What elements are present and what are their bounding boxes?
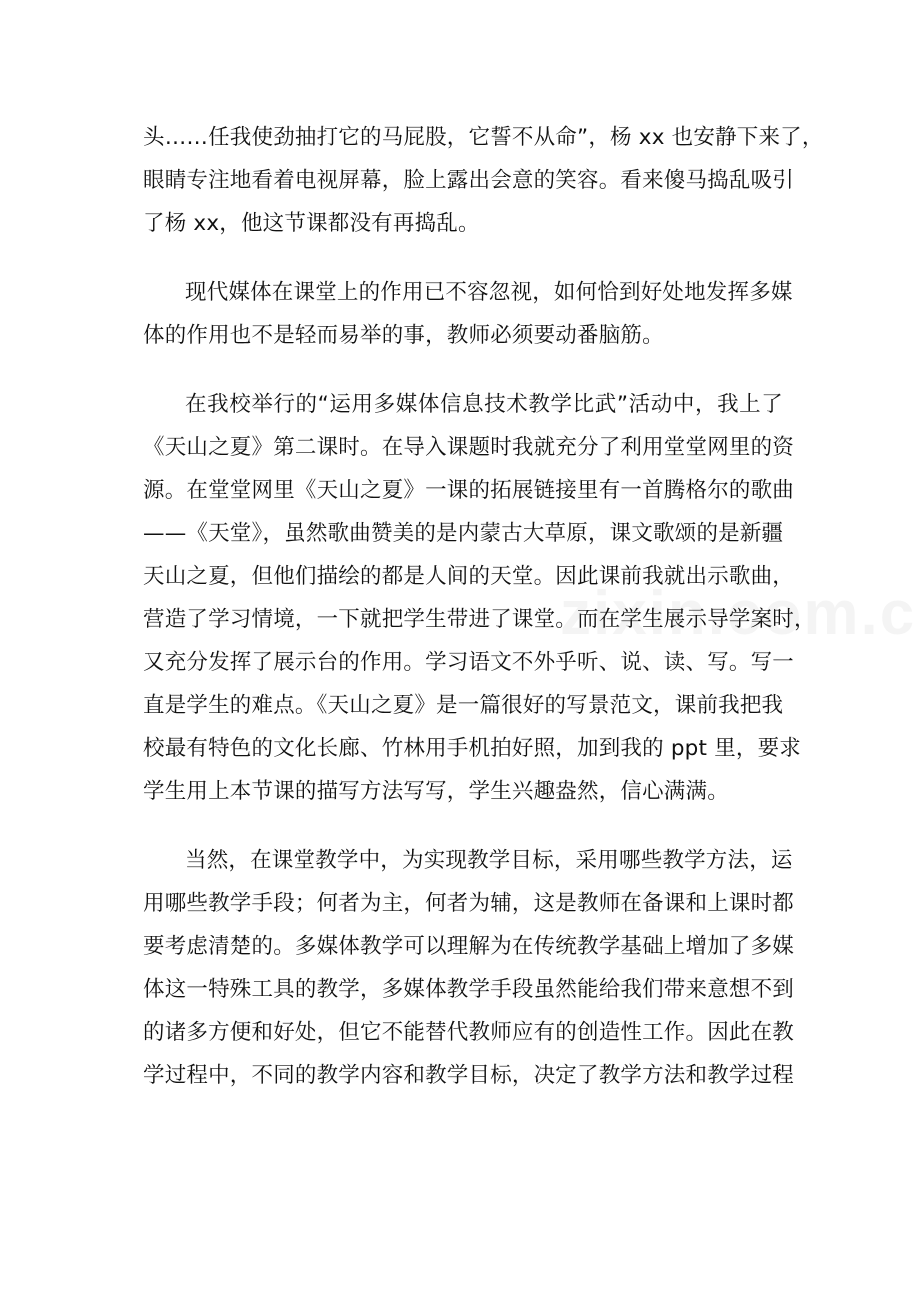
text-line: 校最有特色的文化长廊、竹林用手机拍好照，加到我的 ppt 里，要求 bbox=[143, 736, 801, 761]
text-line: 眼睛专注地看着电视屏幕，脸上露出会意的笑容。看来傻马捣乱吸引 bbox=[143, 168, 795, 193]
text-line: 用哪些教学手段；何者为主，何者为辅，这是教师在备课和上课时都 bbox=[143, 891, 795, 916]
document-body bbox=[143, 116, 824, 1097]
paragraph-4 bbox=[143, 839, 795, 1097]
text-line: 又充分发挥了展示台的作用。学习语文不外乎听、说、读、写。写一 bbox=[143, 650, 795, 675]
text-line: 源。在堂堂网里《天山之夏》一课的拓展链接里有一首腾格尔的歌曲 bbox=[143, 478, 795, 503]
text-line: 营造了学习情境，一下就把学生带进了课堂。而在学生展示导学案时， bbox=[143, 607, 816, 632]
text-line: 学过程中，不同的教学内容和教学目标，决定了教学方法和教学过程 bbox=[143, 1063, 795, 1088]
text-line: 学生用上本节课的描写方法写写，学生兴趣盎然，信心满满。 bbox=[143, 779, 729, 804]
paragraph-3 bbox=[143, 383, 816, 813]
text-line: 头……任我使劲抽打它的马屁股，它誓不从命”，杨 xx 也安静下来了， bbox=[143, 125, 824, 150]
text-line: 的诸多方便和好处，但它不能替代教师应有的创造性工作。因此在教 bbox=[143, 1020, 795, 1045]
text-line: 了杨 xx，他这节课都没有再捣乱。 bbox=[143, 211, 480, 236]
text-line: 《天山之夏》第二课时。在导入课题时我就充分了利用堂堂网里的资 bbox=[143, 435, 795, 460]
paragraph-1 bbox=[143, 116, 824, 245]
text-line: 在我校举行的“运用多媒体信息技术教学比武”活动中，我上了 bbox=[185, 392, 783, 417]
text-line: 体的作用也不是轻而易举的事，教师必须要动番脑筋。 bbox=[143, 323, 664, 348]
text-line: 体这一特殊工具的教学，多媒体教学手段虽然能给我们带来意想不到 bbox=[143, 977, 795, 1002]
text-line: ——《天堂》，虽然歌曲赞美的是内蒙古大草原，课文歌颂的是新疆 bbox=[143, 521, 784, 546]
paragraph-2 bbox=[143, 271, 793, 357]
text-line: 现代媒体在课堂上的作用已不容忽视，如何恰到好处地发挥多媒 bbox=[185, 280, 793, 305]
text-line: 要考虑清楚的。多媒体教学可以理解为在传统教学基础上增加了多媒 bbox=[143, 934, 795, 959]
text-line: 天山之夏，但他们描绘的都是人间的天堂。因此课前我就出示歌曲， bbox=[143, 564, 795, 589]
text-line: 当然，在课堂教学中，为实现教学目标，采用哪些教学方法，运 bbox=[185, 848, 793, 873]
text-line: 直是学生的难点。《天山之夏》是一篇很好的写景范文，课前我把我 bbox=[143, 693, 784, 718]
